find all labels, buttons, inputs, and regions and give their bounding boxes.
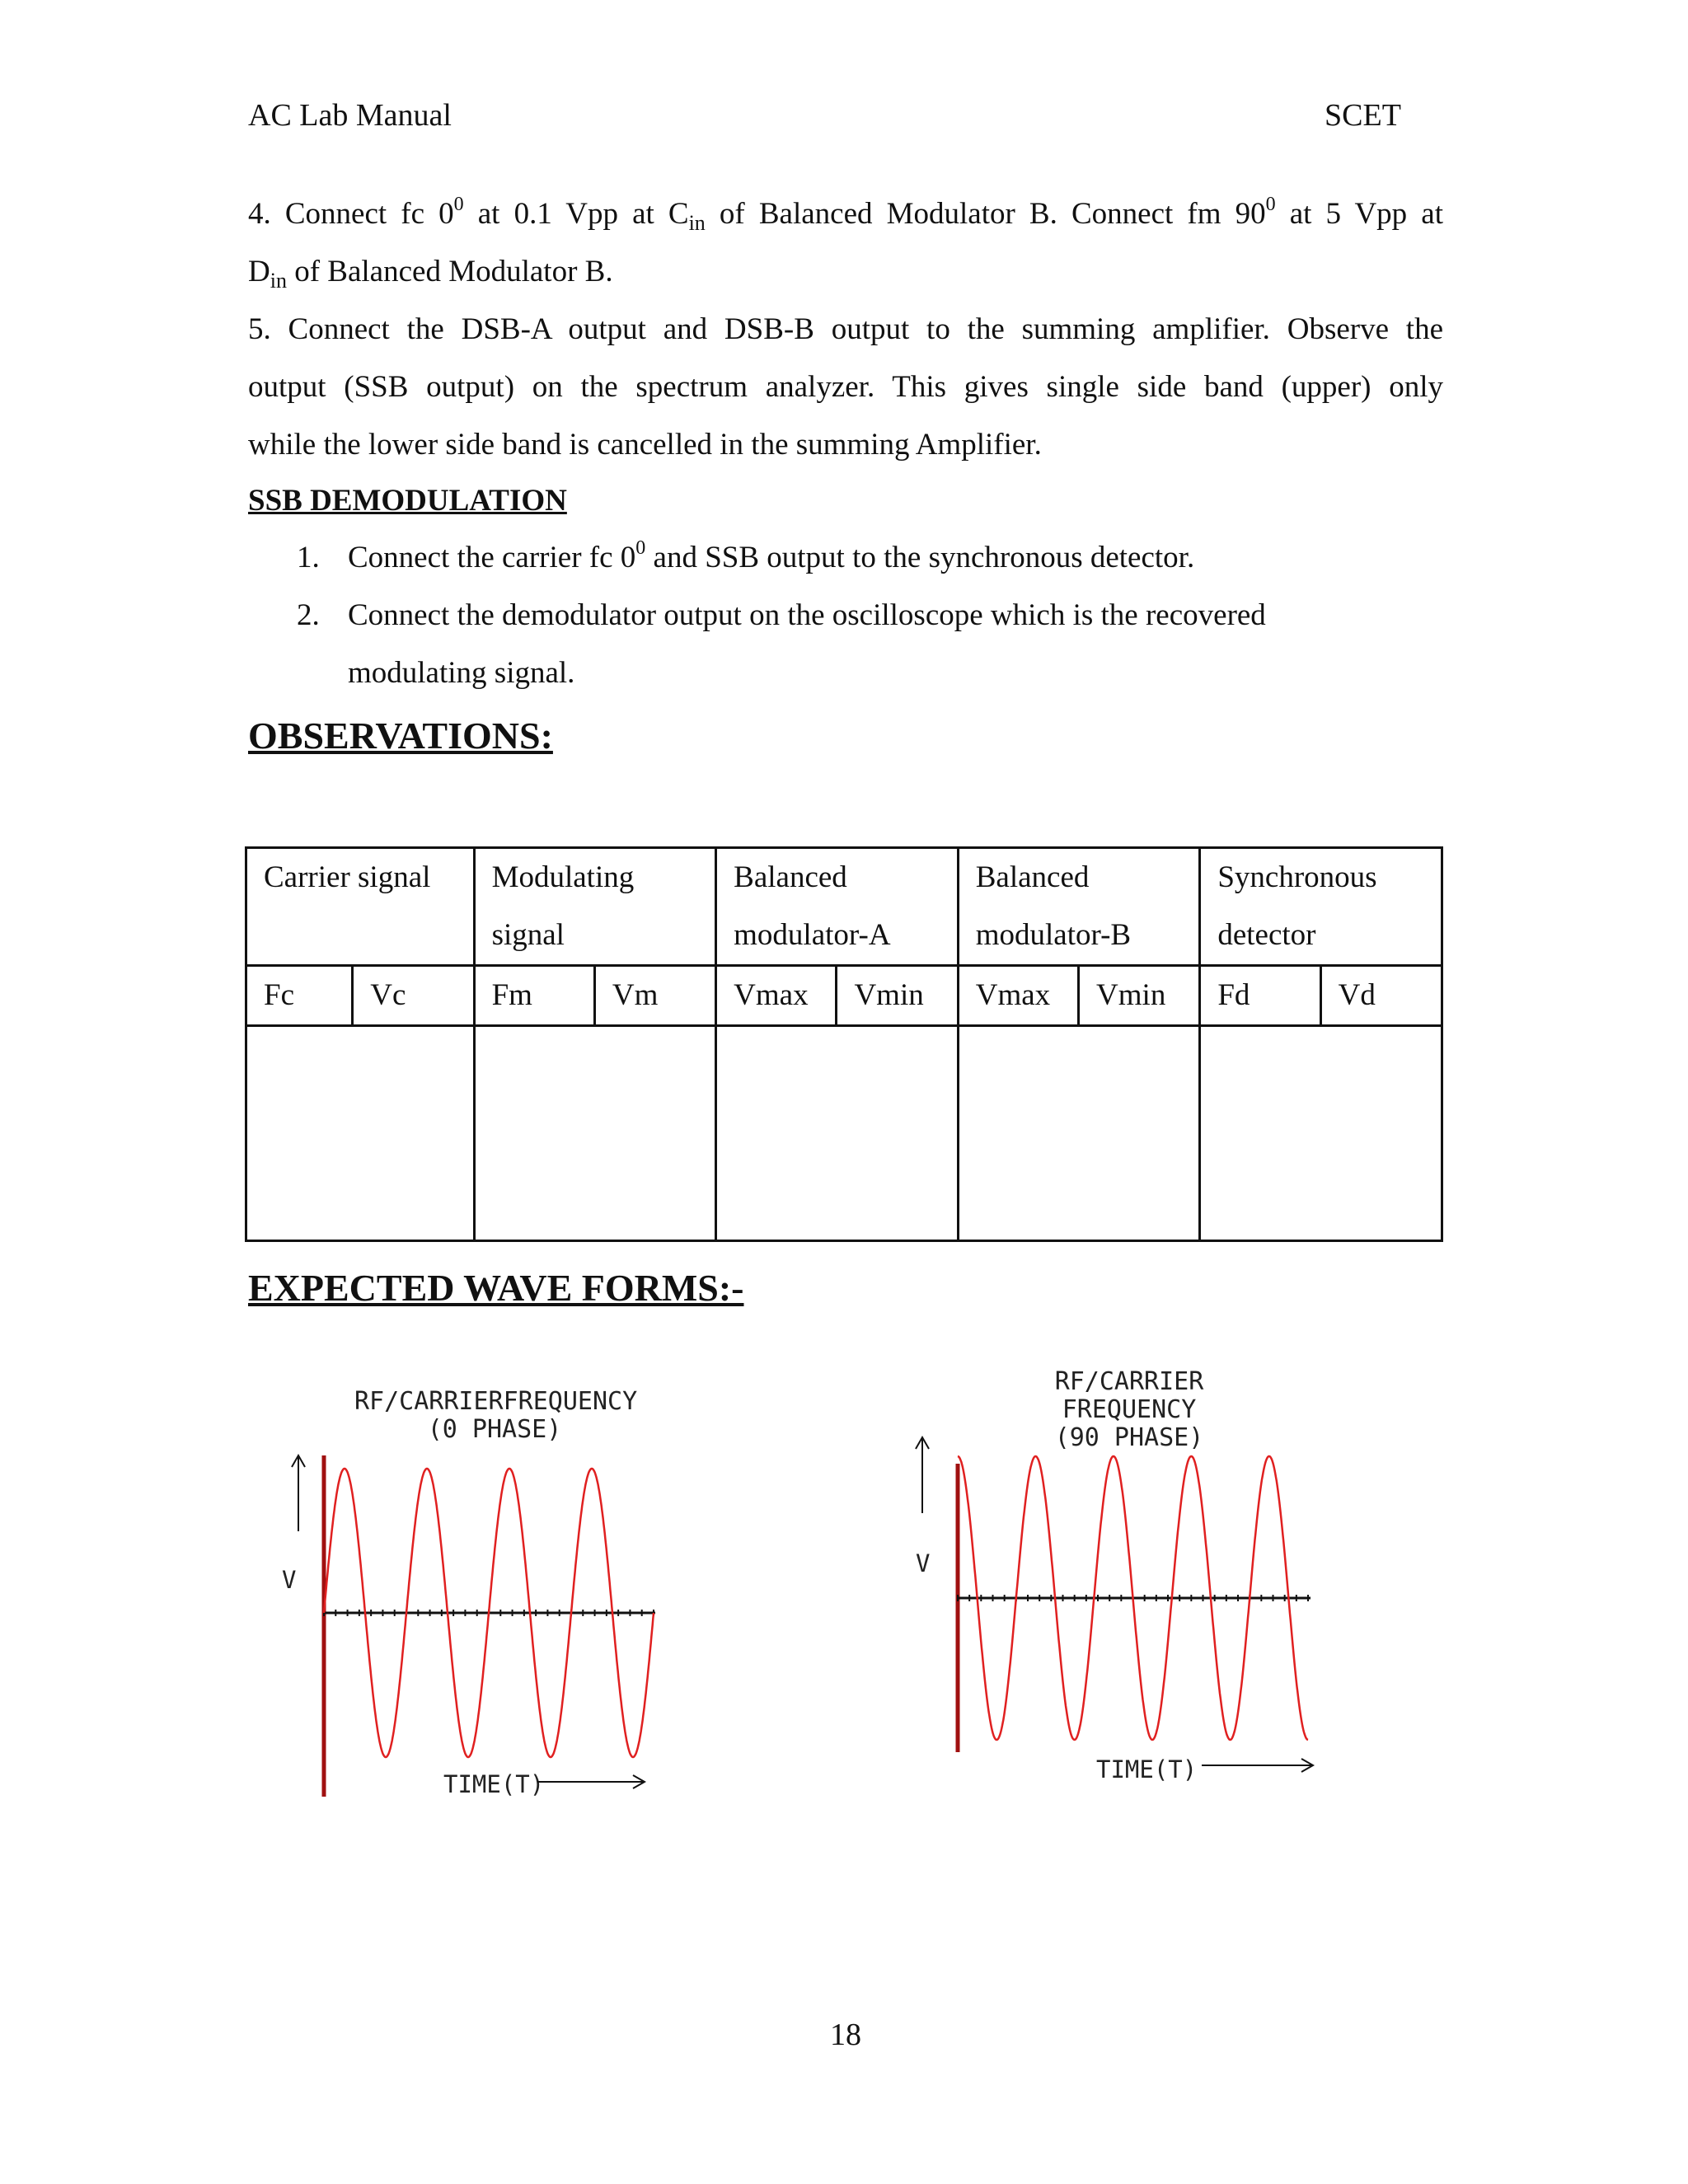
header-right: SCET <box>1325 98 1401 133</box>
demod-item-2-line-2: modulating signal. <box>348 656 575 690</box>
observations-heading: OBSERVATIONS: <box>248 715 553 757</box>
demod-item-1-number: 1. <box>297 541 320 574</box>
expected-waveforms-heading: EXPECTED WAVE FORMS:- <box>248 1267 744 1309</box>
entry-cell <box>474 1026 716 1241</box>
step-4-line-2: $D_{in}$ of Balanced Modulator B. <box>248 255 613 293</box>
right-carrier-waveform <box>898 1431 1327 1752</box>
header-cell-synchronous: Synchronous detector <box>1200 848 1442 966</box>
step-5-line-3: while the lower side band is cancelled in the summing Amplifier. <box>248 428 1042 462</box>
demod-item-1-text: Connect the carrier fc $0^0$ and SSB output to the synchronous detector. <box>348 537 1195 574</box>
table-header-row <box>246 848 1442 966</box>
subheader-cell: Fm <box>474 966 594 1026</box>
subheader-cell: Vd <box>1320 966 1442 1026</box>
right-time-arrow-icon <box>1202 1755 1317 1775</box>
page-number: 18 <box>830 2018 861 2052</box>
left-carrier-waveform <box>272 1451 668 1805</box>
demod-item-2-number: 2. <box>297 598 320 632</box>
step-4-line-1: 4. Connect fc $0^0$ at 0.1 Vpp at $C_{in}$ of Balanced Modulator B. Connect fm $90^0$ at 5 Vpp at <box>248 194 1443 235</box>
subheader-cell: Vmax <box>716 966 837 1026</box>
entry-cell <box>716 1026 959 1241</box>
left-wave-title: RF/CARRIERFREQUENCY (0 PHASE) <box>354 1387 638 1444</box>
table-subheader-row <box>246 966 1442 1026</box>
header-cell-modulating: Modulating signal <box>474 848 716 966</box>
header-cell-balanced-a: Balanced modulator-A <box>716 848 959 966</box>
subheader-cell: Vc <box>353 966 474 1026</box>
right-wave-title: RF/CARRIER FREQUENCY (90 PHASE) <box>1054 1367 1204 1452</box>
entry-cell <box>246 1026 475 1241</box>
subheader-cell: Vmax <box>958 966 1078 1026</box>
header-left: AC Lab Manual <box>248 98 452 133</box>
subheader-cell: Vm <box>594 966 715 1026</box>
right-wave-xlabel: TIME(T) <box>1096 1755 1198 1783</box>
subheader-cell: Vmin <box>837 966 958 1026</box>
left-wave-ylabel: V <box>282 1566 297 1594</box>
entry-cell <box>958 1026 1200 1241</box>
ssb-demodulation-heading: SSB DEMODULATION <box>248 484 567 518</box>
header-cell-balanced-b: Balanced modulator-B <box>958 848 1200 966</box>
step-list <box>248 185 1443 474</box>
header-cell-carrier: Carrier signal <box>246 848 475 966</box>
subheader-cell: Fd <box>1200 966 1320 1026</box>
demod-item-2-line-1: Connect the demodulator output on the oscilloscope which is the recovered <box>348 598 1266 632</box>
left-wave-xlabel: TIME(T) <box>443 1770 545 1798</box>
observation-table <box>245 846 1443 1242</box>
step-5-line-1: 5. Connect the DSB-A output and DSB-B output to the summing amplifier. Observe the <box>248 312 1443 346</box>
subheader-cell: Vmin <box>1079 966 1200 1026</box>
table-entry-row <box>246 1026 1442 1241</box>
entry-cell <box>1200 1026 1442 1241</box>
subheader-cell: Fc <box>246 966 353 1026</box>
step-5-line-2: output (SSB output) on the spectrum analyzer. This gives single side band (upper) only <box>248 370 1443 404</box>
right-wave-ylabel: V <box>916 1549 931 1577</box>
left-time-arrow-icon <box>537 1772 653 1792</box>
